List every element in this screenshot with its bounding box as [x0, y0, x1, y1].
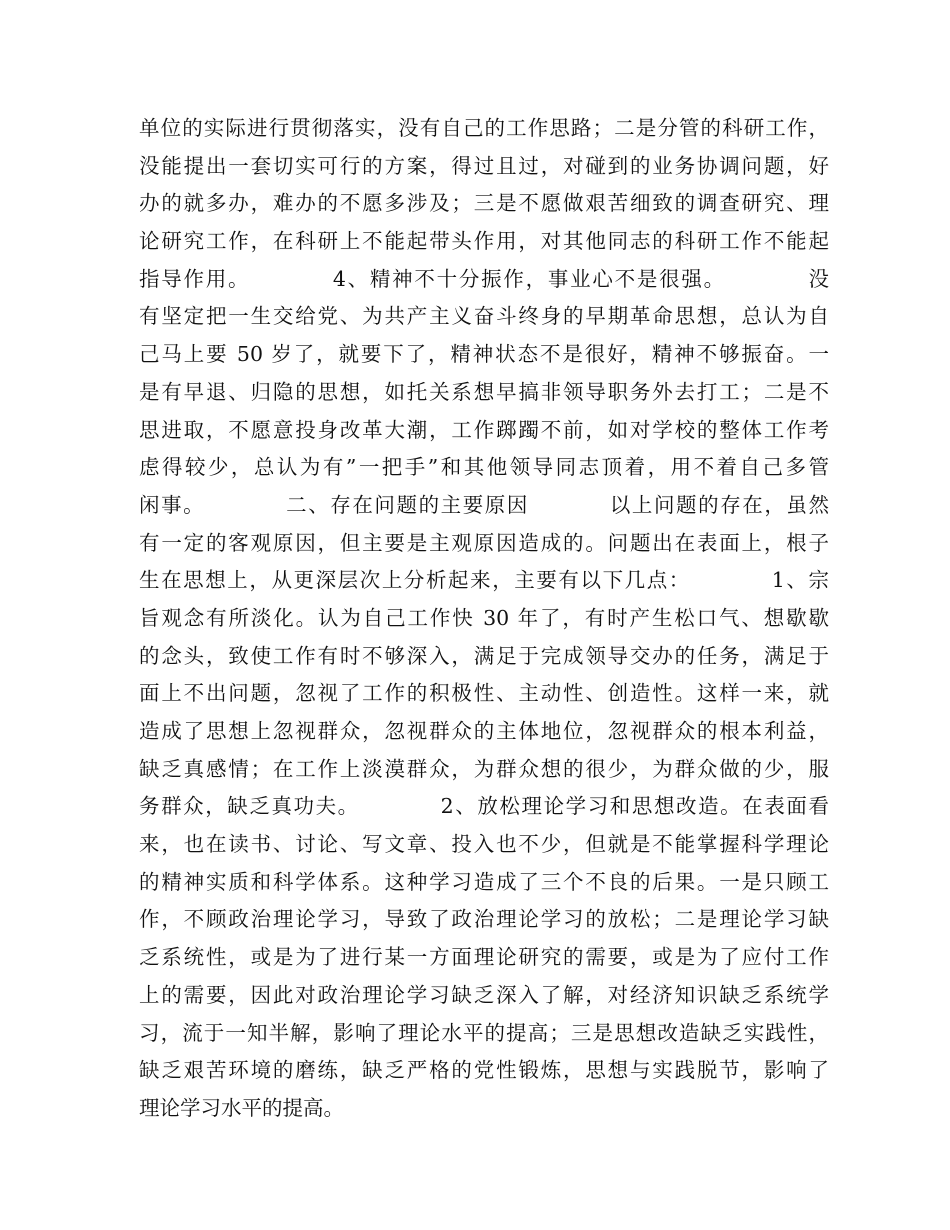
text-line: 习，流于一知半解，影响了理论水平的提高；三是思想改造缺乏实践性，	[139, 1020, 829, 1045]
text-line: 有一定的客观原因，但主要是主观原因造成的。问题出在表面上，根子	[139, 530, 829, 555]
text-line: 闲事。 二、存在问题的主要原因 以上问题的存在，虽然	[139, 492, 829, 517]
text-line: 作，不顾政治理论学习，导致了政治理论学习的放松；二是理论学习缺	[139, 907, 829, 932]
text-line: 上的需要，因此对政治理论学习缺乏深入了解，对经济知识缺乏系统学	[139, 982, 829, 1007]
text-line: 办的就多办，难办的不愿多涉及；三是不愿做艰苦细致的调查研究、理	[139, 191, 829, 216]
text-line: 面上不出问题，忽视了工作的积极性、主动性、创造性。这样一来，就	[139, 681, 829, 706]
text-line: 造成了思想上忽视群众，忽视群众的主体地位，忽视群众的根本利益，	[139, 719, 829, 743]
text-line: 己马上要 50 岁了，就要下了，精神状态不是很好，精神不够振奋。一	[139, 342, 829, 367]
text-line: 是有早退、归隐的思想，如托关系想早搞非领导职务外去打工；二是不	[139, 379, 829, 404]
text-line: 虑得较少，总认为有”一把手”和其他领导同志顶着，用不着自己多管	[139, 455, 829, 480]
text-line: 的精神实质和科学体系。这种学习造成了三个不良的后果。一是只顾工	[139, 869, 829, 894]
text-line: 乏系统性，或是为了进行某一方面理论研究的需要，或是为了应付工作	[139, 945, 829, 970]
text-line: 理论学习水平的提高。	[139, 1095, 344, 1120]
text-line: 的念头，致使工作有时不够深入，满足于完成领导交办的任务，满足于	[139, 643, 829, 668]
text-line: 旨观念有所淡化。认为自己工作快 30 年了，有时产生松口气、想歇歇	[139, 605, 829, 630]
text-line: 思进取，不愿意投身改革大潮，工作踯躅不前，如对学校的整体工作考	[139, 417, 829, 442]
text-line: 缺乏真感情；在工作上淡漠群众，为群众想的很少，为群众做的少，服	[139, 756, 829, 781]
text-line: 缺乏艰苦环境的磨练，缺乏严格的党性锻炼，思想与实践脱节，影响了	[139, 1058, 829, 1083]
text-line: 没能提出一套切实可行的方案，得过且过，对碰到的业务协调问题，好	[139, 153, 829, 178]
text-line: 务群众，缺乏真功夫。 2、放松理论学习和思想改造。在表面看	[139, 794, 829, 819]
text-line: 有坚定把一生交给党、为共产主义奋斗终身的早期革命思想，总认为自	[139, 304, 829, 329]
text-line: 单位的实际进行贯彻落实，没有自己的工作思路；二是分管的科研工作，	[139, 116, 829, 140]
text-line: 生在思想上，从更深层次上分析起来，主要有以下几点： 1、宗	[139, 568, 829, 593]
text-line: 指导作用。 4、精神不十分振作，事业心不是很强。 没	[139, 266, 829, 291]
text-line: 论研究工作，在科研上不能起带头作用，对其他同志的科研工作不能起	[139, 229, 829, 254]
text-line: 来，也在读书、讨论、写文章、投入也不少，但就是不能掌握科学理论	[139, 832, 829, 857]
document-body	[139, 110, 829, 1128]
